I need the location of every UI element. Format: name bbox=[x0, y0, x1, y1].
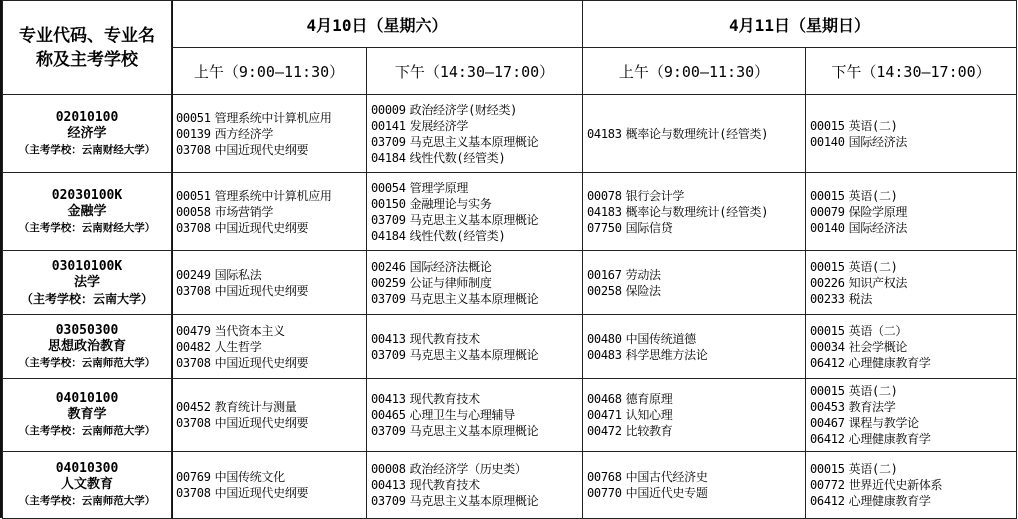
subject-code: 04184 bbox=[371, 228, 406, 243]
subject-cell-d1pm bbox=[367, 251, 583, 315]
subject-code: 03708 bbox=[176, 283, 211, 298]
subject-code: 00770 bbox=[587, 486, 622, 500]
subject-name: 市场营销学 bbox=[214, 204, 274, 219]
subject-item bbox=[176, 399, 366, 415]
subject-item bbox=[810, 355, 1016, 371]
subject-item bbox=[810, 259, 1016, 275]
subject-name: 马克思主义基本原理概论 bbox=[409, 212, 539, 227]
subject-item bbox=[371, 102, 582, 118]
subject-item bbox=[587, 188, 805, 204]
subject-item bbox=[810, 188, 1016, 204]
subject-item bbox=[176, 323, 366, 339]
subject-code: 00465 bbox=[371, 408, 406, 422]
subject-name: 国际信贷 bbox=[625, 220, 673, 235]
subject-item bbox=[176, 220, 366, 236]
subject-name: 中国传统文化 bbox=[214, 470, 285, 484]
subject-code: 00772 bbox=[810, 478, 845, 492]
subject-item bbox=[810, 291, 1016, 307]
subject-item bbox=[371, 477, 582, 493]
subject-code: 00452 bbox=[176, 400, 211, 414]
subject-name: 中国古代经济史 bbox=[625, 470, 708, 484]
subject-code: 03708 bbox=[176, 220, 211, 235]
subject-cell-d1am bbox=[172, 173, 367, 251]
subject-name: 线性代数(经管类) bbox=[409, 150, 506, 165]
subject-code: 00249 bbox=[176, 267, 211, 282]
subject-item bbox=[810, 383, 1016, 399]
subject-item bbox=[371, 275, 582, 291]
subject-item bbox=[371, 180, 582, 196]
subject-item bbox=[587, 423, 805, 439]
subject-item bbox=[810, 339, 1016, 355]
subject-code: 00079 bbox=[810, 204, 845, 219]
subject-item bbox=[810, 323, 1016, 339]
subject-item bbox=[371, 118, 582, 134]
subject-item bbox=[810, 204, 1016, 220]
subject-item bbox=[371, 407, 582, 423]
time-header-apr10-am: 上午（9:00—11:30） bbox=[172, 48, 367, 95]
subject-code: 00140 bbox=[810, 220, 845, 235]
subject-code: 00008 bbox=[371, 462, 406, 476]
subject-code: 00479 bbox=[176, 323, 211, 338]
subject-cell-d1pm bbox=[367, 379, 583, 452]
subject-code: 03709 bbox=[371, 291, 406, 306]
subject-name: 英语（二） bbox=[848, 323, 908, 338]
subject-name: 西方经济学 bbox=[214, 126, 274, 141]
subject-item bbox=[371, 423, 582, 439]
subject-item bbox=[587, 485, 805, 501]
subject-code: 00468 bbox=[587, 392, 622, 406]
subject-name: 管理系统中计算机应用 bbox=[214, 110, 332, 125]
subject-code: 07750 bbox=[587, 220, 622, 235]
subject-name: 中国近现代史纲要 bbox=[214, 416, 309, 430]
date-header-apr10: 4月10日（星期六） bbox=[172, 1, 583, 48]
subject-name: 马克思主义基本原理概论 bbox=[409, 347, 539, 362]
subject-cell-d1pm bbox=[367, 315, 583, 379]
subject-name: 国际经济法概论 bbox=[409, 259, 492, 274]
subject-code: 00058 bbox=[176, 204, 211, 219]
subject-name: 英语(二) bbox=[848, 188, 898, 203]
subject-code: 00471 bbox=[587, 408, 622, 422]
subject-cell-d1am bbox=[172, 251, 367, 315]
subject-item bbox=[810, 118, 1016, 134]
major-school: （主考学校：云南师范大学） bbox=[18, 495, 156, 507]
subject-code: 04183 bbox=[587, 204, 622, 219]
subject-name: 银行会计学 bbox=[625, 188, 685, 203]
subject-name: 金融理论与实务 bbox=[409, 196, 492, 211]
subject-code: 00768 bbox=[587, 470, 622, 484]
subject-name: 中国近现代史纲要 bbox=[214, 355, 309, 370]
subject-item bbox=[587, 331, 805, 347]
subject-cell-d1pm bbox=[367, 452, 583, 519]
subject-code: 03708 bbox=[176, 355, 211, 370]
subject-name: 管理学原理 bbox=[409, 180, 469, 195]
subject-item bbox=[587, 204, 805, 220]
subject-item bbox=[176, 142, 366, 158]
subject-name: 中国近现代史纲要 bbox=[214, 283, 309, 298]
subject-code: 00467 bbox=[810, 416, 845, 430]
major-column-header bbox=[3, 1, 172, 95]
subject-name: 发展经济学 bbox=[409, 118, 469, 133]
subject-cell-d2am bbox=[583, 251, 806, 315]
subject-name: 中国近现代史纲要 bbox=[214, 486, 309, 500]
subject-item bbox=[371, 228, 582, 244]
major-school: （主考学校：云南财经大学） bbox=[18, 143, 156, 156]
major-school: （主考学校：云南师范大学） bbox=[18, 425, 156, 437]
time-header-apr11-am: 上午（9:00—11:30） bbox=[583, 48, 806, 95]
subject-code: 00259 bbox=[371, 275, 406, 290]
major-code: 04010300 bbox=[55, 461, 119, 476]
subject-name: 德育原理 bbox=[625, 392, 673, 406]
subject-code: 03708 bbox=[176, 486, 211, 500]
subject-name: 教育法学 bbox=[848, 400, 896, 414]
subject-code: 00167 bbox=[587, 267, 622, 282]
subject-name: 公证与律师制度 bbox=[409, 275, 492, 290]
subject-name: 心理卫生与心理辅导 bbox=[409, 408, 515, 422]
subject-name: 马克思主义基本原理概论 bbox=[409, 134, 539, 149]
subject-name: 教育统计与测量 bbox=[214, 400, 297, 414]
subject-item bbox=[587, 391, 805, 407]
subject-item bbox=[176, 188, 366, 204]
subject-name: 国际经济法 bbox=[848, 134, 908, 149]
subject-code: 00141 bbox=[371, 118, 406, 133]
subject-item bbox=[176, 110, 366, 126]
subject-code: 03709 bbox=[371, 494, 406, 508]
subject-name: 管理系统中计算机应用 bbox=[214, 188, 332, 203]
major-cell bbox=[3, 452, 172, 519]
subject-name: 保险学原理 bbox=[848, 204, 908, 219]
subject-code: 03709 bbox=[371, 212, 406, 227]
subject-cell-d1am bbox=[172, 379, 367, 452]
major-cell bbox=[3, 379, 172, 452]
subject-item bbox=[587, 469, 805, 485]
subject-item bbox=[810, 477, 1016, 493]
subject-name: 科学思维方法论 bbox=[625, 347, 708, 362]
subject-item bbox=[371, 461, 582, 477]
table-row bbox=[3, 95, 1017, 173]
time-header-apr11-pm: 下午（14:30—17:00） bbox=[806, 48, 1017, 95]
subject-item bbox=[176, 339, 366, 355]
subject-code: 00015 bbox=[810, 323, 845, 338]
subject-name: 中国传统道德 bbox=[625, 331, 696, 346]
major-name: 教育学 bbox=[67, 407, 107, 422]
subject-item bbox=[371, 212, 582, 228]
subject-item bbox=[371, 196, 582, 212]
subject-code: 04184 bbox=[371, 150, 406, 165]
subject-code: 03709 bbox=[371, 424, 406, 438]
subject-name: 社会学概论 bbox=[848, 339, 908, 354]
major-code: 02010100 bbox=[55, 109, 119, 125]
subject-name: 马克思主义基本原理概论 bbox=[409, 424, 539, 438]
major-name: 金融学 bbox=[67, 203, 107, 219]
subject-cell-d2pm bbox=[806, 95, 1017, 173]
major-name: 思想政治教育 bbox=[47, 338, 126, 354]
subject-code: 00054 bbox=[371, 180, 406, 195]
subject-code: 00140 bbox=[810, 134, 845, 149]
subject-item bbox=[176, 267, 366, 283]
major-school: （主考学校：云南大学） bbox=[20, 291, 153, 306]
subject-name: 英语(二) bbox=[848, 462, 898, 476]
subject-name: 中国近现代史纲要 bbox=[214, 142, 309, 157]
major-cell bbox=[3, 315, 172, 379]
subject-item bbox=[810, 431, 1016, 447]
subject-item bbox=[176, 469, 366, 485]
major-cell bbox=[3, 251, 172, 315]
subject-code: 06412 bbox=[810, 355, 845, 370]
subject-name: 比较教育 bbox=[625, 424, 673, 438]
subject-name: 线性代数(经管类) bbox=[409, 228, 506, 243]
subject-name: 中国近代史专题 bbox=[625, 486, 708, 500]
major-code: 03010100K bbox=[51, 258, 123, 274]
subject-code: 00413 bbox=[371, 392, 406, 406]
subject-code: 00769 bbox=[176, 470, 211, 484]
subject-item bbox=[176, 485, 366, 501]
exam-schedule-table bbox=[2, 0, 1017, 519]
header-row-dates bbox=[3, 1, 1017, 48]
major-school: （主考学校：云南财经大学） bbox=[18, 221, 156, 234]
subject-code: 00015 bbox=[810, 384, 845, 398]
subject-cell-d1pm bbox=[367, 95, 583, 173]
subject-name: 人生哲学 bbox=[214, 339, 262, 354]
subject-cell-d2am bbox=[583, 315, 806, 379]
subject-code: 00233 bbox=[810, 291, 845, 306]
table-row bbox=[3, 251, 1017, 315]
subject-cell-d2pm bbox=[806, 251, 1017, 315]
subject-cell-d1am bbox=[172, 315, 367, 379]
subject-name: 概率论与数理统计(经管类) bbox=[625, 204, 769, 219]
subject-cell-d2am bbox=[583, 95, 806, 173]
subject-item bbox=[371, 291, 582, 307]
subject-code: 00015 bbox=[810, 462, 845, 476]
subject-item bbox=[587, 283, 805, 299]
subject-item bbox=[810, 275, 1016, 291]
subject-item bbox=[371, 493, 582, 509]
subject-name: 现代教育技术 bbox=[409, 478, 480, 492]
subject-item bbox=[587, 407, 805, 423]
subject-name: 国际经济法 bbox=[848, 220, 908, 235]
subject-code: 03708 bbox=[176, 142, 211, 157]
subject-code: 00015 bbox=[810, 118, 845, 133]
subject-cell-d1pm bbox=[367, 173, 583, 251]
subject-code: 00472 bbox=[587, 424, 622, 438]
major-school: （主考学校：云南师范大学） bbox=[18, 356, 156, 369]
subject-cell-d2pm bbox=[806, 379, 1017, 452]
subject-item bbox=[176, 204, 366, 220]
subject-cell-d2pm bbox=[806, 315, 1017, 379]
subject-name: 课程与教学论 bbox=[848, 416, 919, 430]
subject-cell-d2am bbox=[583, 452, 806, 519]
subject-item bbox=[371, 347, 582, 363]
subject-name: 政治经济学(财经类) bbox=[409, 102, 518, 117]
subject-code: 03709 bbox=[371, 347, 406, 362]
subject-code: 00051 bbox=[176, 110, 211, 125]
subject-code: 00150 bbox=[371, 196, 406, 211]
subject-name: 英语(二) bbox=[848, 118, 898, 133]
table-row bbox=[3, 173, 1017, 251]
subject-item bbox=[810, 399, 1016, 415]
subject-code: 00483 bbox=[587, 347, 622, 362]
subject-cell-d2am bbox=[583, 173, 806, 251]
subject-name: 英语(二) bbox=[848, 384, 898, 398]
subject-code: 00051 bbox=[176, 188, 211, 203]
subject-item bbox=[810, 493, 1016, 509]
subject-name: 政治经济学（历史类） bbox=[409, 462, 527, 476]
subject-name: 心理健康教育学 bbox=[848, 432, 931, 446]
subject-code: 04183 bbox=[587, 126, 622, 141]
table-row bbox=[3, 452, 1017, 519]
subject-name: 心理健康教育学 bbox=[848, 494, 931, 508]
subject-name: 现代教育技术 bbox=[409, 331, 480, 346]
subject-item bbox=[371, 150, 582, 166]
subject-code: 00480 bbox=[587, 331, 622, 346]
subject-code: 00482 bbox=[176, 339, 211, 354]
subject-name: 国际私法 bbox=[214, 267, 262, 282]
subject-item bbox=[810, 134, 1016, 150]
subject-item bbox=[176, 415, 366, 431]
date-header-apr11: 4月11日（星期日） bbox=[583, 1, 1017, 48]
subject-item bbox=[587, 220, 805, 236]
subject-cell-d2am bbox=[583, 379, 806, 452]
major-name: 经济学 bbox=[67, 125, 107, 141]
subject-item bbox=[371, 259, 582, 275]
subject-item bbox=[810, 415, 1016, 431]
subject-code: 00413 bbox=[371, 331, 406, 346]
subject-name: 现代教育技术 bbox=[409, 392, 480, 406]
major-name: 法学 bbox=[73, 274, 100, 290]
subject-code: 00034 bbox=[810, 339, 845, 354]
schedule-body bbox=[3, 95, 1017, 519]
subject-name: 中国近现代史纲要 bbox=[214, 220, 309, 235]
subject-code: 06412 bbox=[810, 432, 845, 446]
time-header-apr10-pm: 下午（14:30—17:00） bbox=[367, 48, 583, 95]
subject-code: 00453 bbox=[810, 400, 845, 414]
subject-item bbox=[810, 220, 1016, 236]
subject-code: 00139 bbox=[176, 126, 211, 141]
subject-name: 概率论与数理统计(经管类) bbox=[625, 126, 769, 141]
subject-code: 00226 bbox=[810, 275, 845, 290]
subject-code: 00413 bbox=[371, 478, 406, 492]
subject-name: 世界近代史新体系 bbox=[848, 478, 943, 492]
subject-name: 当代资本主义 bbox=[214, 323, 285, 338]
subject-item bbox=[587, 347, 805, 363]
major-code: 02030100K bbox=[51, 187, 123, 203]
table-row bbox=[3, 315, 1017, 379]
subject-code: 03709 bbox=[371, 134, 406, 149]
subject-code: 00015 bbox=[810, 188, 845, 203]
subject-item bbox=[176, 355, 366, 371]
subject-name: 英语(二) bbox=[848, 259, 898, 274]
subject-cell-d1am bbox=[172, 95, 367, 173]
subject-code: 06412 bbox=[810, 494, 845, 508]
subject-name: 保险法 bbox=[625, 283, 661, 298]
major-code: 04010100 bbox=[55, 391, 119, 406]
major-column-header-text: 专业代码、专业名称及主考学校 bbox=[19, 25, 155, 70]
subject-item bbox=[587, 267, 805, 283]
major-name: 人文教育 bbox=[60, 477, 113, 492]
major-cell bbox=[3, 173, 172, 251]
subject-cell-d1am bbox=[172, 452, 367, 519]
subject-code: 00009 bbox=[371, 102, 406, 117]
subject-code: 00258 bbox=[587, 283, 622, 298]
subject-name: 税法 bbox=[848, 291, 873, 306]
subject-name: 知识产权法 bbox=[848, 275, 908, 290]
subject-item bbox=[810, 461, 1016, 477]
subject-name: 心理健康教育学 bbox=[848, 355, 931, 370]
subject-cell-d2pm bbox=[806, 452, 1017, 519]
subject-item bbox=[587, 126, 805, 142]
subject-name: 劳动法 bbox=[625, 267, 661, 282]
subject-item bbox=[371, 331, 582, 347]
subject-item bbox=[176, 283, 366, 299]
subject-item bbox=[176, 126, 366, 142]
subject-code: 00078 bbox=[587, 188, 622, 203]
subject-name: 马克思主义基本原理概论 bbox=[409, 291, 539, 306]
subject-item bbox=[371, 134, 582, 150]
subject-code: 03708 bbox=[176, 416, 211, 430]
subject-cell-d2pm bbox=[806, 173, 1017, 251]
subject-code: 00015 bbox=[810, 259, 845, 274]
major-cell bbox=[3, 95, 172, 173]
subject-item bbox=[371, 391, 582, 407]
subject-name: 马克思主义基本原理概论 bbox=[409, 494, 539, 508]
subject-name: 认知心理 bbox=[625, 408, 673, 422]
table-row bbox=[3, 379, 1017, 452]
subject-code: 00246 bbox=[371, 259, 406, 274]
major-code: 03050300 bbox=[55, 322, 119, 338]
